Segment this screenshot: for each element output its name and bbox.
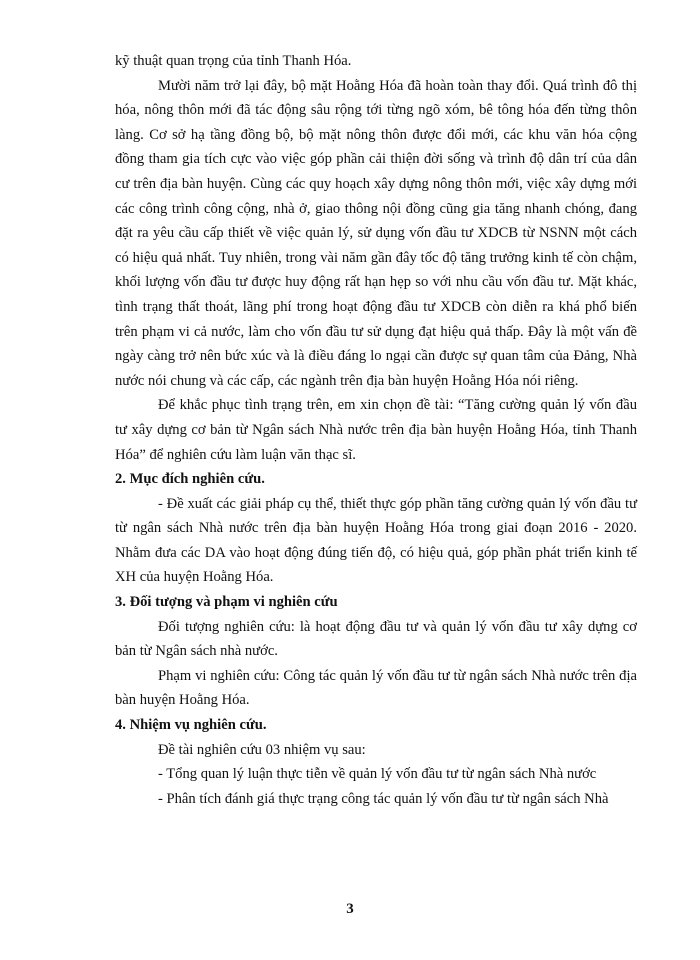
section-heading-purpose: 2. Mục đích nghiên cứu. (115, 471, 265, 488)
paragraph-scope: Phạm vi nghiên cứu: Công tác quản lý vốn đầu tư từ ngân sách Nhà nước trên địa bàn huyện Hoằng Hóa. (115, 667, 637, 709)
paragraph-context: Mười năm trở lại đây, bộ mặt Hoằng Hóa đã hoàn toàn thay đổi. Quá trình đô thị hóa, nông thôn mới đã tác động sâu rộng tới từng ngõ xóm, bê tông hóa đến từng thôn làng. Cơ sở hạ tầng đồng bộ, bộ mặt nông thôn được đổi mới, các khu văn hóa cộng đồng tham gia tích cực vào việc góp phần cải thiện đời sống và trình độ dân trí của dân cư trên địa bàn huyện. Cùng các quy hoạch xây dựng nông thôn mới, việc xây dựng mới các công trình công cộng, nhà ở, giao thông nội đồng cũng gia tăng nhanh chóng, đang đặt ra yêu cầu cấp thiết về việc quản lý, sử dụng vốn đầu tư XDCB từ NSNN một cách có hiệu quả nhất. Tuy nhiên, trong vài năm gần đây tốc độ tăng trưởng kinh tế còn chậm, khối lượng vốn đầu tư được huy động rất hạn hẹp so với nhu cầu vốn đầu tư. Mặt khác, tình trạng thất thoát, lãng phí trong hoạt động đầu tư XDCB còn diễn ra khá phổ biến trên phạm vi cả nước, làm cho vốn đầu tư sử dụng đạt hiệu quả thấp. Đây là một vấn đề ngày càng trở nên bức xúc và là điều đáng lo ngại cần được sự quan tâm của Đảng, Nhà nước nói chung và các cấp, các ngành trên địa bàn huyện Hoằng Hóa nói riêng. (115, 77, 637, 389)
paragraph-tasks-intro: Đề tài nghiên cứu 03 nhiệm vụ sau: (158, 741, 366, 758)
page-body (115, 49, 637, 811)
paragraph-continuation: kỹ thuật quan trọng của tỉnh Thanh Hóa. (115, 53, 352, 69)
section-heading-scope: 3. Đối tượng và phạm vi nghiên cứu (115, 594, 338, 611)
paragraph-subject: Đối tượng nghiên cứu: là hoạt động đầu tư và quản lý vốn đầu tư xây dựng cơ bản từ Ngân sách nhà nước. (115, 618, 637, 660)
paragraph-topic: Để khắc phục tình trạng trên, em xin chọn đề tài: “Tăng cường quản lý vốn đầu tư xây dựng cơ bản từ Ngân sách Nhà nước trên địa bàn huyện Hoằng Hóa, tỉnh Thanh Hóa” để nghiên cứu làm luận văn thạc sĩ. (115, 397, 637, 463)
paragraph-purpose: - Đề xuất các giải pháp cụ thể, thiết thực góp phần tăng cường quản lý vốn đầu tư từ ngân sách Nhà nước trên địa bàn huyện Hoằng Hóa trong giai đoạn 2016 - 2020. Nhằm đưa các DA vào hoạt động đúng tiến độ, có hiệu quả, góp phần phát triển kinh tế XH của huyện Hoằng Hóa. (115, 495, 637, 586)
section-heading-tasks: 4. Nhiệm vụ nghiên cứu. (115, 717, 267, 734)
list-item: - Tổng quan lý luận thực tiễn về quản lý vốn đầu tư từ ngân sách Nhà nước (158, 766, 597, 783)
list-item: - Phân tích đánh giá thực trạng công tác quản lý vốn đầu tư từ ngân sách Nhà (158, 790, 609, 807)
page-number: 3 (346, 901, 354, 917)
